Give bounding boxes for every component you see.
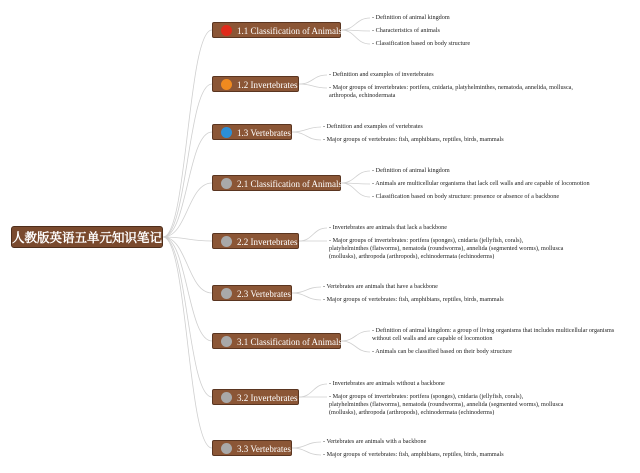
branch-connector [163,237,212,293]
leaf-connector [341,18,370,30]
node-label: 3.1 Classification of Animals [237,337,342,347]
priority-1-icon [221,25,232,36]
leaf-3-2-a: - Invertebrates are animals without a backbone [329,380,445,387]
leaf-connector [341,341,370,352]
leaf-connector [299,84,327,88]
leaf-connector [341,331,370,341]
leaf-connector [292,448,321,455]
node-3-2[interactable] [212,389,299,405]
leaf-1-1-c: - Classification based on body structure [372,40,471,47]
node-label: 3.3 Vertebrates [237,444,291,454]
node-label: 2.3 Vertebrates [237,289,291,299]
node-1-3[interactable] [212,124,292,140]
node-3-1[interactable] [212,333,341,349]
leaf-1-1-b: - Characteristics of animals [372,27,440,34]
branch-connector [163,84,212,237]
node-3-3[interactable] [212,440,292,456]
node-label: 3.2 Invertebrates [237,393,298,403]
node-label: 1.1 Classification of Animals [237,26,342,36]
node-1-1[interactable] [212,22,341,38]
leaf-2-3-b: - Major groups of vertebrates: fish, amphibians, reptiles, birds, mammals [323,296,504,303]
node-label: 2.2 Invertebrates [237,237,298,247]
leaf-connector [292,442,321,448]
leaf-connector [292,287,321,293]
leaf-connector [292,132,321,140]
leaf-3-3-b: - Major groups of vertebrates: fish, amphibians, reptiles, birds, mammals [323,451,504,458]
node-label: 2.1 Classification of Animals [237,179,342,189]
leaf-1-2-b: - Major groups of invertebrates: porifera, cnidaria, platyhelminthes, nematoda, annelida, mollusca, arthropoda, echinodermata [329,84,573,99]
leaf-3-3-a: - Vertebrates are animals with a backbone [323,438,427,445]
priority-7-icon [221,336,232,347]
leaf-2-3-a: - Vertebrates are animals that have a backbone [323,283,438,290]
root-title[interactable]: 人教版英语五单元知识笔记 [11,226,163,248]
leaf-2-1-a: - Definition of animal kingdom [372,167,450,174]
leaf-2-1-c: - Classification based on body structure: presence or absence of a backbone [372,193,560,200]
node-label: 1.3 Vertebrates [237,128,291,138]
node-2-2[interactable] [212,233,299,249]
leaf-2-2-b: - Major groups of invertebrates: porifera (sponges), cnidaria (jellyfish, corals), platyhelminthes (flatworms), nematoda (roundworms), annelida (segmented worms), mollusca (mollusks), arthropoda (arthropods), echinodermata (echinoderms) [329,237,564,259]
leaf-connector [292,127,321,132]
branch-connector [163,237,212,397]
branch-connector [163,237,212,448]
leaf-3-1-b: - Animals can be classified based on their body structure [372,348,513,355]
priority-9-icon [221,443,232,454]
priority-4-icon [221,178,232,189]
node-2-3[interactable] [212,285,292,301]
leaf-connector [299,384,327,397]
leaf-3-1-a: - Definition of animal kingdom: a group of living organisms that includes multicellular organisms without cell walls and are capable of locomotion [372,327,615,342]
leaf-1-1-a: - Definition of animal kingdom [372,14,450,21]
node-label: 1.2 Invertebrates [237,80,298,90]
node-2-1[interactable] [212,175,341,191]
priority-3-icon [221,127,232,138]
leaf-connector [299,228,327,241]
leaf-connector [341,171,370,183]
leaf-connector [341,183,370,197]
leaf-1-3-a: - Definition and examples of vertebrates [323,123,423,130]
priority-6-icon [221,288,232,299]
leaf-connector [299,75,327,84]
priority-8-icon [221,392,232,403]
leaf-3-2-b: - Major groups of invertebrates: porifera (sponges), cnidaria (jellyfish, corals), platyhelminthes (flatworms), nematoda (roundworms), annelida (segmented worms), mollusca (mollusks), arthropoda (arthropods), echinodermata (echinoderms) [329,393,564,415]
leaf-connector [292,293,321,300]
leaf-1-2-a: - Definition and examples of invertebrates [329,71,434,78]
branch-connector [163,30,212,237]
node-1-2[interactable] [212,76,299,92]
leaf-connector [341,30,370,44]
leaf-2-1-b: - Animals are multicellular organisms that lack cell walls and are capable of locomotion [372,180,590,187]
priority-5-icon [221,236,232,247]
priority-2-icon [221,79,232,90]
branch-connector [163,237,212,341]
leaf-1-3-b: - Major groups of vertebrates: fish, amphibians, reptiles, birds, mammals [323,136,504,143]
leaf-2-2-a: - Invertebrates are animals that lack a backbone [329,224,448,231]
